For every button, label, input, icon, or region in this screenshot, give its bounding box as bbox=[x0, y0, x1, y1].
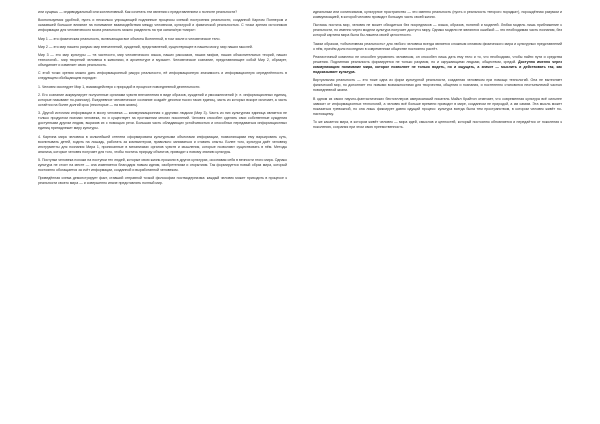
paragraph: Мир 2 — это мир нашего разума: мир впечатлений, суждений, представлений, существующее в нашем мозгу, мир наших мыслей. bbox=[38, 44, 253, 49]
paragraph: С этой точки зрения можно дать информационный ракурс реальности, её информационную значимость и информационную определённость в следующем обобщающем порядке: bbox=[38, 71, 287, 81]
paragraph: 3. Другой источник информации в мозгу человека — коммуникационная с другими людьми (Мир 3). Часть из них культурная единица является не только продуктом психики человека, но и существует на протяжении многих поколений. Человек способен сделать свои собственные суждения доступными другим людям, выразив их с помощью речи. Большая часть обладающих устойчивостью и способных передаваться информационных единиц принадлежит миру культуры. bbox=[38, 111, 287, 131]
paragraph: 1. Человек исследует Мир 1, взаимодействуя с природой в процессе повседневной деятельности. bbox=[38, 84, 201, 89]
paragraph: В одном из своих научно-фантастических бестселлеров американский писатель Майкл Крайтон отмечает, что современная культура всё сильнее зависит от информационных технологий, а человек всё больше времени проводит в мире, созданном не природой, а им самим. Эта мысль может показаться тревожной, но она лишь фиксирует давно идущий процесс: культура всегда была тем пространством, в котором человек живёт по-настоящему. bbox=[313, 96, 562, 116]
paragraph: То же касается мира, в котором живёт человек — мира идей, смыслов и ценностей, который постоянно обновляется и передаётся от поколения к поколению, сохраняя при этом свою преемственность. bbox=[313, 119, 562, 130]
paragraph: Воспользуемся удобной, пусть и несколько упрощающей подлинные процессы схемой построения реальности, созданной Карлом Поппером и оказавшей большое влияние на понимание взаимодействия между человеком, культурой и физической реальностью. С точки зрения источников информации для человеческого мозга реальность можно разделить на три канала/три «мира»: bbox=[38, 18, 287, 33]
paragraph: 4. Картина мира человека в сильнейшей степени сформирована культурными объектами информации, позволяющими ему варьировать суть, воспитывать детей, ходить на лошадь, работать за компьютером, правильно заниматься и ставить опыты. Более того, культура даёт человеку инструменты для познания Мира 1, прописанные в механизмах органов чувств и мышления, которые позволяют существовать в нём. Методы анализа, которые человек получает для того, чтобы постичь природу объектов, приводят к новому знанию культуры. bbox=[38, 134, 287, 154]
paragraph: или сущешь — индивидуальный или коллективный. Как сочетать эти явления с представлением о полноте реальности? bbox=[38, 10, 238, 14]
paragraph: Таким образом, «объективная реальность» для любого человека всегда является сложным сплавом физического мира и культурных представлений о нём, причём доля последних в современном обществе постоянно растёт. bbox=[313, 41, 562, 51]
paragraph: Приведённая схема демонстрирует факт, ставший отправной точкой философии постмодернизма: каждый человек может приходить в процессе к реальности своего мира — и совершенно иначе представлять полный мир. bbox=[38, 176, 287, 186]
paragraph: 5. Поступки человека похожи на поступки тех людей, которые свою жизнь прожили в других культурах, осознавая себя в вечности этого мира. Однако культура не стоит на месте — она изменяется благодаря новым идеям, изобретениям и открытиям. Так формируется новый образ мира, который постоянно обогащается за счёт информации, созданной и выработанной человеком. bbox=[38, 157, 287, 173]
paragraph: Виртуальная реальность — это тоже одна из форм культурной реальности, созданная человеком при помощи технологий. Она не вытесняет физический мир, но дополняет его новыми возможностями для творчества, общения и познания, и постепенно становится неотъемлемой частью повседневной жизни. bbox=[313, 78, 562, 93]
emphasized-text: Доступно именно через коммуникацию понимание мира, которое позволяет не только видеть, но и ощущать, а значит — мыслить и действовать так, как подсказывает культура. bbox=[313, 59, 562, 75]
paragraph: Мир 3 — это мир культуры — «в частности, мир человеческого языка, наших рассказов, наших мифов, наших объяснительных теорий, наших технологий... мир творений человека в живописи, в архитектуре и музыке». Человеческое сознание, представляющее собой Мир 2, образует, объединяет и изменяет свою реальность. bbox=[38, 53, 287, 68]
paragraph: Реалистичный комплекс не способен управлять человеком, он способен лишь дать ему тело и то, что необходимо, чтобы найти пути и средства решения. Подлинная реальность формируется не только разумом, но и окружающими людьми, обществом, средой. Доступно именно через коммуникацию понимание мира, которое позволяет не только видеть, но и ощущать, а значит — мыслить и действовать так, как подсказывает культура. bbox=[313, 54, 562, 75]
paragraph: идеальным или солипсизмом, культурное пространство — это именно реальность (пусть и реальность «второго порядка»), порождённая разумом и коммуникацией, в которой человек проводит большую часть своей жизни. bbox=[313, 10, 562, 20]
paragraph: Мир 1 — это физическая реальность, включающая все объекты Вселенной, в том числе и человеческое тело. bbox=[38, 36, 221, 41]
right-column bbox=[313, 10, 562, 418]
left-column bbox=[38, 10, 287, 418]
paragraph: Пытаясь постичь мир, человек не может обходиться без посредников — языка, образов, понятий и моделей. Любая модель лишь приближение к реальности, но именно через модели культура получает доступ к миру. Однако модели не являются ошибкой — это необходимая часть познания, без которой картина мира была бы лишена своей целостности. bbox=[313, 23, 562, 38]
paragraph: 2. Его сознание аккумулирует полученные органами чувств впечатления в виде образов, суждений и умозаключений (т. е. информационных единиц, которые называют по-разному). Ежедневное человеческое сознание создаёт десятки тысяч таких единиц, часть из которых вскоре исчезает, а часть остаётся на более долгий срок (некоторые — на всю жизнь). bbox=[38, 92, 287, 107]
